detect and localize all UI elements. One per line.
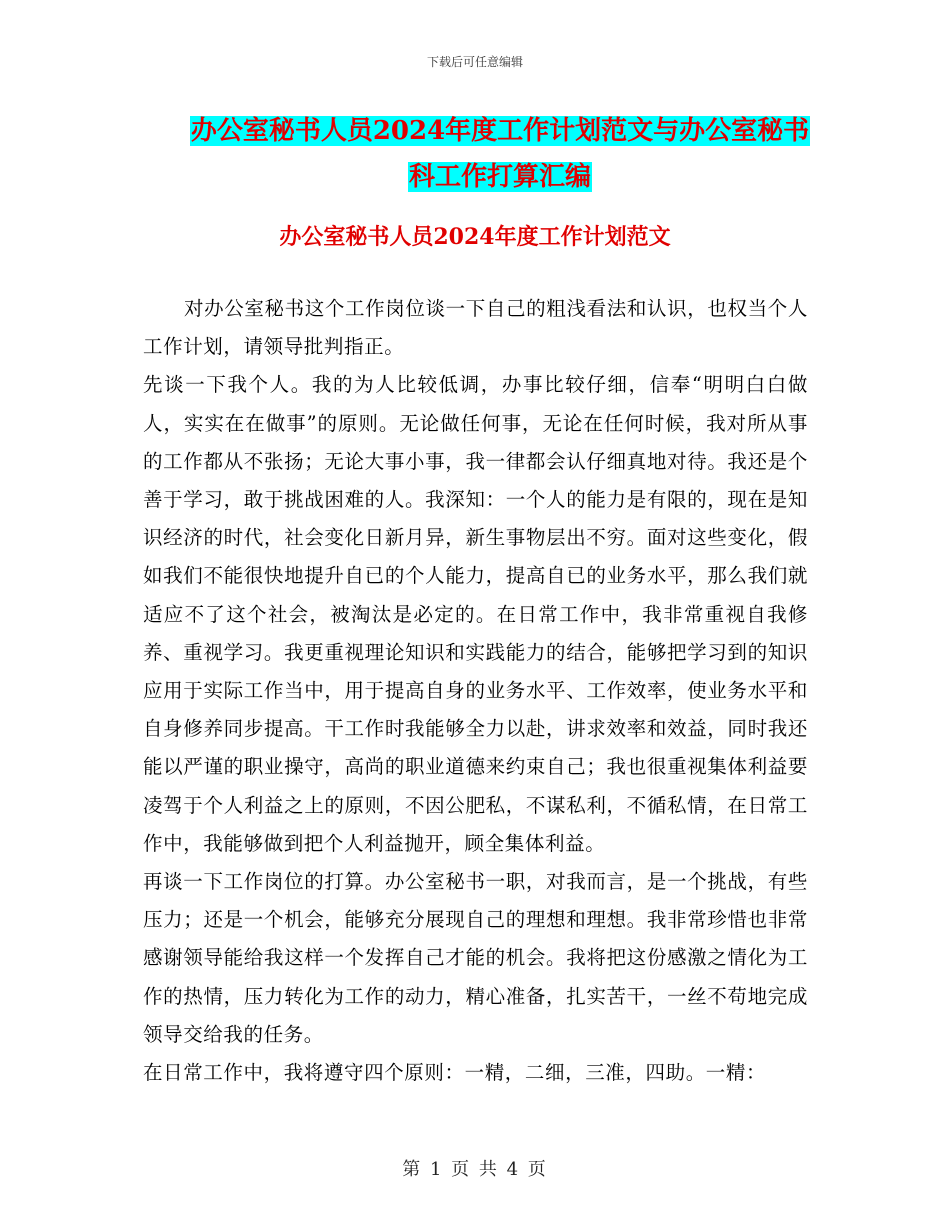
paragraph: 先谈一下我个人。我的为人比较低调，办事比较仔细，信奉“明明白白做人，实实在在做事”的原则。无论做任何事，无论在任何时候，我对所从事的工作都从不张扬；无论大事小事，我一律都会认仔细真地对待。我还是个善于学习，敢于挑战困难的人。我深知：一个人的能力是有限的，现在是知识经济的时代，社会变化日新月异，新生事物层出不穷。面对这些变化，假如我们不能很快地提升自已的个人能力，提高自已的业务水平，那么我们就适应不了这个社会，被淘汰是必定的。在日常工作中，我非常重视自我修养、重视学习。我更重视理论知识和实践能力的结合，能够把学习到的知识应用于实际工作当中，用于提高自身的业务水平、工作效率，使业务水平和自身修养同步提高。干工作时我能够全力以赴，讲求效率和效益，同时我还能以严谨的职业操守，高尚的职业道德来约束自己；我也很重视集体利益要凌驾于个人利益之上的原则，不因公肥私，不谋私利，不循私情，在日常工作中，我能够做到把个人利益抛开，顾全集体利益。 (143, 373, 808, 855)
paragraph: 再谈一下工作岗位的打算。办公室秘书一职，对我而言，是一个挑战，有些压力；还是一个机会，能够充分展现自己的理想和理想。我非常珍惜也非常感谢领导能给我这样一个发挥自己才能的机会。我将把这份感激之情化为工作的热情，压力转化为工作的动力，精心准备，扎实苦干，一丝不苟地完成领导交给我的任务。 (143, 870, 808, 1046)
header-note: 下载后可任意编辑 (426, 55, 523, 69)
document-title-line-1: 办公室秘书人员2024年度工作计划范文与办公室秘书 (190, 116, 810, 146)
document-title-line-2: 科工作打算汇编 (408, 162, 591, 192)
document-title (140, 108, 860, 200)
paragraph: 对办公室秘书这个工作岗位谈一下自己的粗浅看法和认识，也权当个人工作计划，请领导批判指正。 (143, 297, 808, 359)
page-number: 第 1 页 共 4 页 (402, 1159, 548, 1180)
section-title: 办公室秘书人员2024年度工作计划范文 (279, 224, 671, 250)
document-body (143, 290, 808, 1092)
paragraph: 在日常工作中，我将遵守四个原则：一精，二细，三准，四助。一精： (143, 1061, 767, 1085)
